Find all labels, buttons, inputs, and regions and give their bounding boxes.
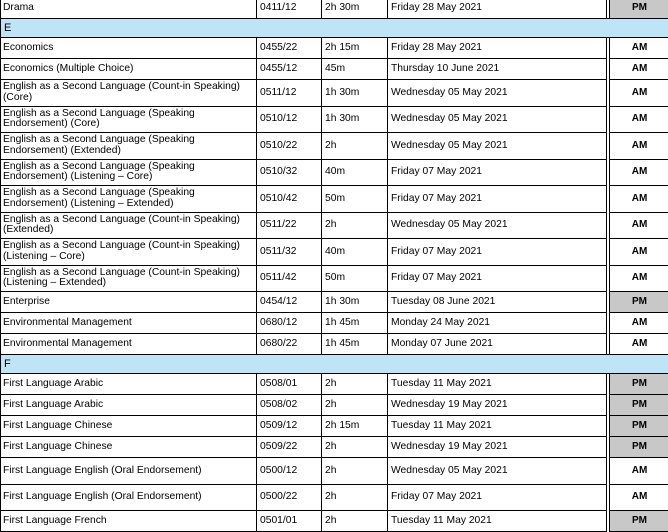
session-cell: AM xyxy=(610,133,668,160)
subject-cell: First Language Chinese xyxy=(1,437,257,458)
code-cell: 0511/32 xyxy=(257,239,322,266)
session-cell: AM xyxy=(610,313,668,334)
duration-cell: 40m xyxy=(322,159,388,186)
table-row xyxy=(1,38,668,59)
date-cell: Tuesday 11 May 2021 xyxy=(388,374,607,395)
date-cell: Monday 07 June 2021 xyxy=(388,334,607,355)
date-cell: Friday 07 May 2021 xyxy=(388,186,607,213)
code-cell: 0508/02 xyxy=(257,395,322,416)
duration-cell: 2h 30m xyxy=(322,0,388,19)
duration-cell: 2h 15m xyxy=(322,416,388,437)
session-cell: AM xyxy=(610,484,668,511)
section-header-row xyxy=(1,19,668,38)
code-cell: 0508/01 xyxy=(257,374,322,395)
date-cell: Tuesday 11 May 2021 xyxy=(388,416,607,437)
session-cell: PM xyxy=(610,0,668,19)
date-cell: Friday 28 May 2021 xyxy=(388,38,607,59)
date-cell: Friday 07 May 2021 xyxy=(388,159,607,186)
code-cell: 0455/22 xyxy=(257,38,322,59)
duration-cell: 40m xyxy=(322,239,388,266)
code-cell: 0509/22 xyxy=(257,437,322,458)
code-cell: 0510/42 xyxy=(257,186,322,213)
table-row xyxy=(1,186,668,213)
code-cell: 0511/22 xyxy=(257,212,322,239)
subject-cell: English as a Second Language (Speaking Endorsement) (Listening – Extended) xyxy=(1,186,257,213)
table-row xyxy=(1,334,668,355)
code-cell: 0455/12 xyxy=(257,59,322,80)
date-cell: Wednesday 05 May 2021 xyxy=(388,80,607,107)
duration-cell: 2h xyxy=(322,374,388,395)
code-cell: 0501/01 xyxy=(257,511,322,532)
subject-cell: First Language Arabic xyxy=(1,395,257,416)
subject-cell: English as a Second Language (Count-in Speaking) (Core) xyxy=(1,80,257,107)
subject-cell: English as a Second Language (Count-in Speaking) (Extended) xyxy=(1,212,257,239)
subject-cell: Drama xyxy=(1,0,257,19)
date-cell: Friday 07 May 2021 xyxy=(388,484,607,511)
code-cell: 0510/22 xyxy=(257,133,322,160)
section-letter: F xyxy=(1,355,668,374)
section-header-row xyxy=(1,355,668,374)
code-cell: 0511/42 xyxy=(257,265,322,292)
subject-cell: English as a Second Language (Speaking Endorsement) (Core) xyxy=(1,106,257,133)
session-cell: PM xyxy=(610,292,668,313)
duration-cell: 1h 45m xyxy=(322,313,388,334)
code-cell: 0500/22 xyxy=(257,484,322,511)
duration-cell: 2h xyxy=(322,395,388,416)
duration-cell: 1h 30m xyxy=(322,106,388,133)
subject-cell: Environmental Management xyxy=(1,313,257,334)
code-cell: 0510/32 xyxy=(257,159,322,186)
session-cell: PM xyxy=(610,511,668,532)
subject-cell: English as a Second Language (Count-in Speaking) (Listening – Core) xyxy=(1,239,257,266)
duration-cell: 2h xyxy=(322,511,388,532)
table-row xyxy=(1,133,668,160)
date-cell: Wednesday 05 May 2021 xyxy=(388,458,607,485)
code-cell: 0454/12 xyxy=(257,292,322,313)
session-cell: AM xyxy=(610,265,668,292)
session-cell: AM xyxy=(610,59,668,80)
code-cell: 0680/22 xyxy=(257,334,322,355)
table-row xyxy=(1,239,668,266)
subject-cell: Enterprise xyxy=(1,292,257,313)
session-cell: AM xyxy=(610,186,668,213)
table-row xyxy=(1,313,668,334)
duration-cell: 1h 30m xyxy=(322,80,388,107)
table-row xyxy=(1,0,668,19)
table-row xyxy=(1,511,668,532)
table-row xyxy=(1,458,668,485)
duration-cell: 50m xyxy=(322,186,388,213)
table-row xyxy=(1,159,668,186)
date-cell: Wednesday 19 May 2021 xyxy=(388,395,607,416)
session-cell: PM xyxy=(610,416,668,437)
date-cell: Wednesday 05 May 2021 xyxy=(388,212,607,239)
section-letter: E xyxy=(1,19,668,38)
session-cell: PM xyxy=(610,437,668,458)
date-cell: Thursday 10 June 2021 xyxy=(388,59,607,80)
code-cell: 0500/12 xyxy=(257,458,322,485)
subject-cell: First Language Chinese xyxy=(1,416,257,437)
table-row xyxy=(1,106,668,133)
session-cell: AM xyxy=(610,212,668,239)
subject-cell: Economics (Multiple Choice) xyxy=(1,59,257,80)
table-row xyxy=(1,212,668,239)
date-cell: Friday 07 May 2021 xyxy=(388,239,607,266)
session-cell: AM xyxy=(610,334,668,355)
table-row xyxy=(1,80,668,107)
table-row xyxy=(1,292,668,313)
duration-cell: 2h xyxy=(322,437,388,458)
date-cell: Tuesday 11 May 2021 xyxy=(388,511,607,532)
table-row xyxy=(1,437,668,458)
session-cell: AM xyxy=(610,38,668,59)
subject-cell: First Language French xyxy=(1,511,257,532)
session-cell: AM xyxy=(610,239,668,266)
table-row xyxy=(1,265,668,292)
subject-cell: English as a Second Language (Speaking Endorsement) (Listening – Core) xyxy=(1,159,257,186)
date-cell: Friday 28 May 2021 xyxy=(388,0,607,19)
subject-cell: English as a Second Language (Speaking Endorsement) (Extended) xyxy=(1,133,257,160)
duration-cell: 1h 45m xyxy=(322,334,388,355)
code-cell: 0509/12 xyxy=(257,416,322,437)
date-cell: Wednesday 19 May 2021 xyxy=(388,437,607,458)
subject-cell: First Language English (Oral Endorsement) xyxy=(1,484,257,511)
subject-cell: Economics xyxy=(1,38,257,59)
date-cell: Monday 24 May 2021 xyxy=(388,313,607,334)
table-row xyxy=(1,59,668,80)
code-cell: 0511/12 xyxy=(257,80,322,107)
session-cell: AM xyxy=(610,159,668,186)
session-cell: AM xyxy=(610,458,668,485)
duration-cell: 45m xyxy=(322,59,388,80)
code-cell: 0510/12 xyxy=(257,106,322,133)
duration-cell: 2h xyxy=(322,133,388,160)
date-cell: Wednesday 05 May 2021 xyxy=(388,133,607,160)
date-cell: Wednesday 05 May 2021 xyxy=(388,106,607,133)
duration-cell: 2h xyxy=(322,484,388,511)
subject-cell: First Language Arabic xyxy=(1,374,257,395)
duration-cell: 2h xyxy=(322,212,388,239)
session-cell: AM xyxy=(610,80,668,107)
session-cell: AM xyxy=(610,106,668,133)
session-cell: PM xyxy=(610,374,668,395)
code-cell: 0680/12 xyxy=(257,313,322,334)
timetable-body xyxy=(1,0,668,532)
code-cell: 0411/12 xyxy=(257,0,322,19)
duration-cell: 1h 30m xyxy=(322,292,388,313)
duration-cell: 2h xyxy=(322,458,388,485)
subject-cell: Environmental Management xyxy=(1,334,257,355)
subject-cell: First Language English (Oral Endorsement) xyxy=(1,458,257,485)
session-cell: PM xyxy=(610,395,668,416)
table-row xyxy=(1,484,668,511)
table-row xyxy=(1,416,668,437)
duration-cell: 2h 15m xyxy=(322,38,388,59)
date-cell: Friday 07 May 2021 xyxy=(388,265,607,292)
table-row xyxy=(1,374,668,395)
table-row xyxy=(1,395,668,416)
subject-cell: English as a Second Language (Count-in Speaking) (Listening – Extended) xyxy=(1,265,257,292)
date-cell: Tuesday 08 June 2021 xyxy=(388,292,607,313)
duration-cell: 50m xyxy=(322,265,388,292)
